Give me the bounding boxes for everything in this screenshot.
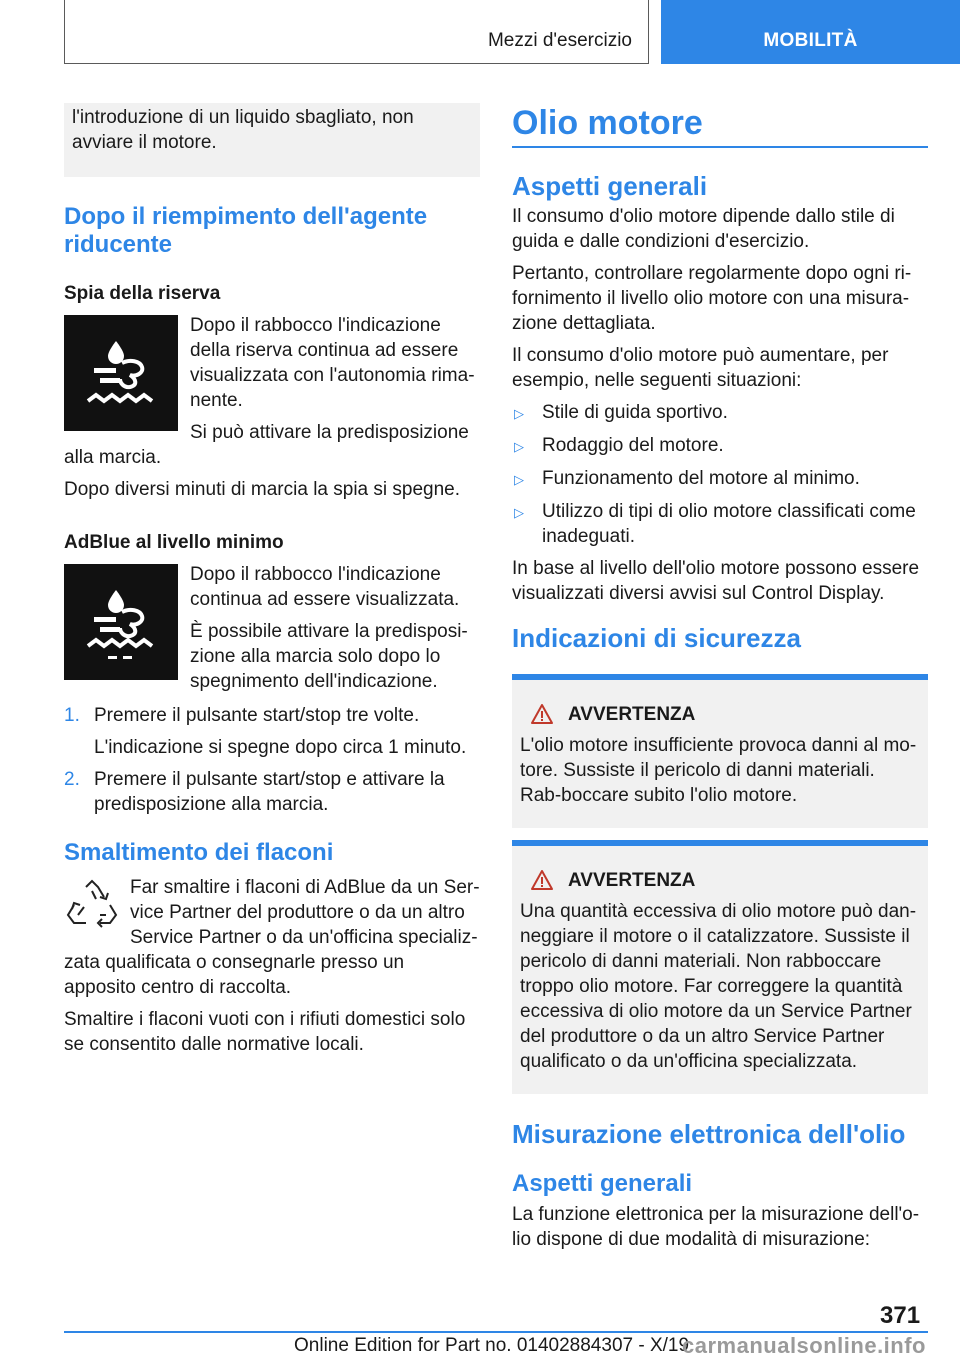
recycling-icon [64,877,120,933]
adblue-reserve-warning-icon [64,315,178,431]
general-text-3: Il consumo d'olio motore può aumentare, per esempio, nelle seguenti situazioni: [512,344,889,391]
warning-triangle-icon [530,869,554,891]
intro-box [64,103,480,177]
reserve-text-1: Dopo il rabbocco l'indicazione della riserva continua ad essere visualizzata con l'autonomia rima-nente. [190,315,475,411]
heading-disposal: Smaltimento dei flaconi [64,839,334,866]
warning-title: AVVERTENZA [568,869,696,891]
steps-list [64,701,480,817]
heading-safety: Indicazioni di sicurezza [512,622,801,653]
general-text-2: Pertanto, controllare regolarmente dopo ogni ri-fornimento il livello olio motore con una misura-zione dettagliata. [512,262,912,334]
warning-text: L'olio motore insufficiente provoca danni al mo-tore. Sussiste il pericolo di danni materiali. Rab-boccare subito l'olio motore. [520,734,917,806]
right-column [512,103,928,1259]
reserve-text-3: Dopo diversi minuti di marcia la spia si spegne. [64,479,461,500]
minimum-text-2: È possibile attivare la predisposi-zione alla marcia solo dopo lo spegnimento dell'indicazione. [190,621,468,692]
left-column [64,103,480,1064]
footer-edition: Online Edition for Part no. 01402884307 - X/19 [294,1335,690,1356]
heading-reserve-light: Spia della riserva [64,283,221,304]
warning-box-2 [512,840,928,1094]
list-item: 1. Premere il pulsante start/stop tre volte. L'indicazione si spegne dopo circa 1 minuto. [64,705,467,758]
adblue-minimum-warning-icon [64,564,178,680]
warning-triangle-icon [530,703,554,725]
list-item: 2. Premere il pulsante start/stop e attivare la predisposizione alla marcia. [64,769,445,815]
list-item: ▷ Utilizzo di tipi di olio motore classificati come inadeguati. [514,500,916,547]
heading-engine-oil: Olio motore [512,104,703,142]
warning-title: AVVERTENZA [568,703,696,725]
header-section-title: Mezzi d'esercizio [487,30,632,51]
reserve-text-2: Si può attivare la predisposizione alla marcia. [64,422,469,468]
heading-after-refill: Dopo il riempimento dell'agente riducente [64,203,428,258]
disposal-text-2: Smaltire i flaconi vuoti con i rifiuti domestici solo se consentito dalle normative locali. [64,1009,466,1055]
warning-box-1 [512,674,928,828]
intro-text: l'introduzione di un liquido sbagliato, non avviare il motore. [72,107,414,153]
header-section-box [64,0,649,64]
disposal-text-1: Far smaltire i flaconi di AdBlue da un Ser-vice Partner del produttore o da un altro Service Partner o da un'officina specializ-zata qualificata o consegnarle presso un apposito centro di raccolta. [64,877,480,998]
heading-general: Aspetti generali [512,170,708,201]
heading-general-2: Aspetti generali [512,1169,693,1197]
header-chapter-label: MOBILITÀ [763,30,858,51]
list-item: ▷ Rodaggio del motore. [514,434,724,456]
list-item: ▷ Stile di guida sportivo. [514,401,728,423]
list-item: ▷ Funzionamento del motore al minimo. [514,467,860,489]
electronic-text-1: La funzione elettronica per la misurazione dell'o-lio dispone di due modalità di misurazione: [512,1203,920,1250]
header-chapter-tab[interactable] [661,0,960,64]
situations-list [512,400,928,549]
heading-rule [512,146,928,148]
heading-minimum-level: AdBlue al livello minimo [64,532,284,553]
general-text-1: Il consumo d'olio motore dipende dallo stile di guida e dalle condizioni d'esercizio. [512,205,895,252]
warning-text: Una quantità eccessiva di olio motore può dan-neggiare il motore o il catalizzatore. Sussiste il pericolo di danni materiali. Non rabboccare troppo olio motore. Far correggere la quantità eccessiva di olio motore da un Service Partner del produttore o da un altro Service Partner qualificato o da un'officina specializzata. [520,900,917,1072]
minimum-text-1: Dopo il rabbocco l'indicazione continua ad essere visualizzata. [190,564,460,610]
page-number: 371 [880,1302,921,1329]
general-text-4: In base al livello dell'olio motore possono essere visualizzati diversi avvisi sul Control Display. [512,557,920,604]
heading-electronic-measurement: Misurazione elettronica dell'olio [512,1118,906,1149]
footer-watermark-logo: carmanualsonline.info [682,1333,926,1358]
